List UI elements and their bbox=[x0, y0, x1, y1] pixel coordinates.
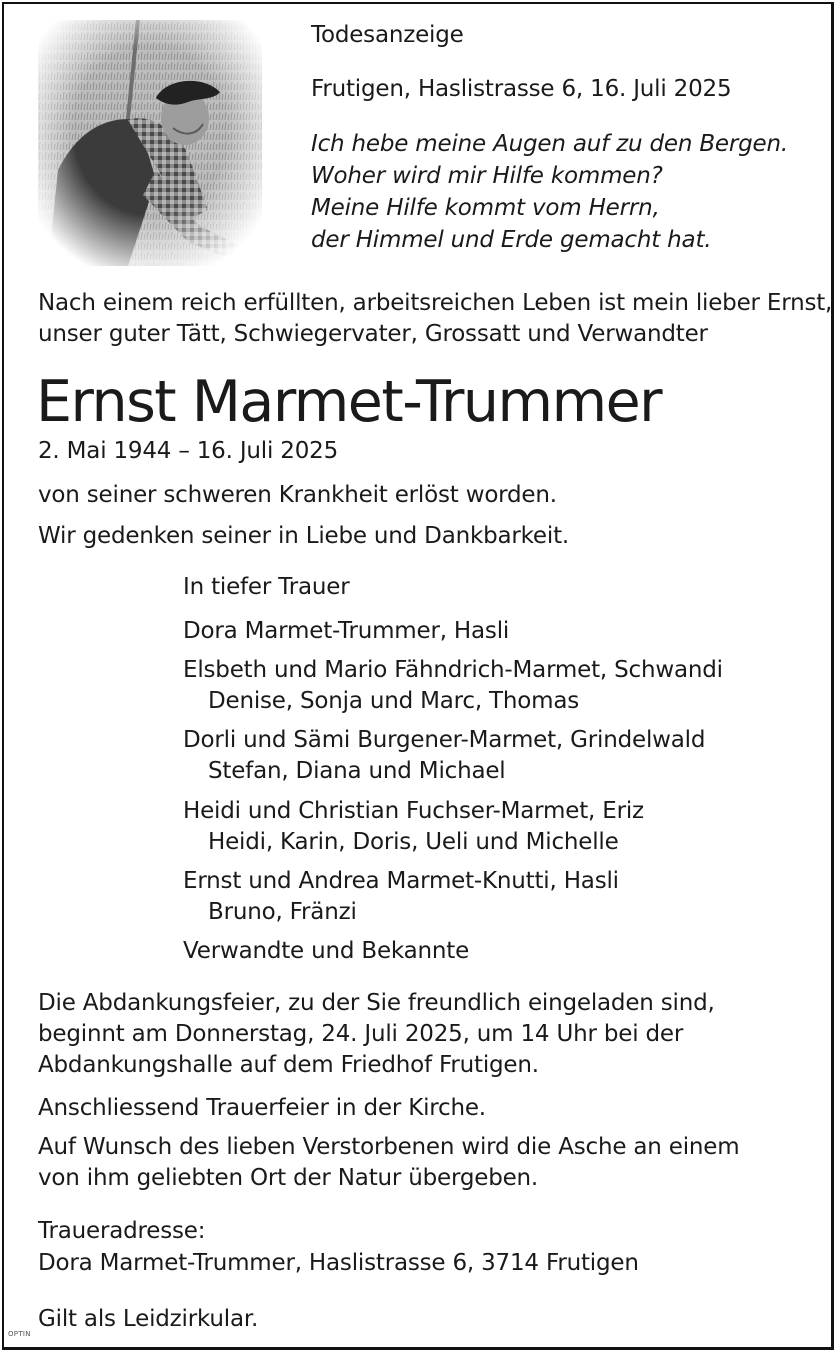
mourners-heading: In tiefer Trauer bbox=[183, 574, 350, 600]
circular-note: Gilt als Leidzirkular. bbox=[38, 1306, 259, 1332]
intro-paragraph bbox=[38, 288, 832, 350]
mourner-family-parents: Elsbeth und Mario Fähndrich-Marmet, Schwandi bbox=[183, 657, 723, 683]
verse-line: Ich hebe meine Augen auf zu den Bergen. bbox=[311, 131, 788, 157]
life-dates: 2. Mai 1944 – 16. Juli 2025 bbox=[38, 438, 339, 464]
portrait-photo bbox=[38, 20, 262, 266]
place-date-line: Frutigen, Haslistrasse 6, 16. Juli 2025 bbox=[311, 76, 732, 102]
notice-type-label: Todesanzeige bbox=[311, 22, 464, 48]
bible-verse bbox=[311, 128, 788, 256]
mourner-family-parents: Ernst und Andrea Marmet-Knutti, Hasli bbox=[183, 868, 619, 894]
ceremony-line: Abdankungshalle auf dem Friedhof Frutigen. bbox=[38, 1052, 539, 1078]
ashes-line: von ihm geliebten Ort der Natur übergeben. bbox=[38, 1165, 539, 1191]
mourner-family-children: Bruno, Fränzi bbox=[208, 899, 357, 925]
ceremony-line: beginnt am Donnerstag, 24. Juli 2025, um 14 Uhr bei der bbox=[38, 1021, 684, 1047]
verse-line: Meine Hilfe kommt vom Herrn, bbox=[311, 195, 660, 221]
deceased-name: Ernst Marmet-Trummer bbox=[36, 369, 662, 435]
remembrance-line: Wir gedenken seiner in Liebe und Dankbarkeit. bbox=[38, 523, 570, 549]
verse-line: der Himmel und Erde gemacht hat. bbox=[311, 227, 712, 253]
ceremony-line: Die Abdankungsfeier, zu der Sie freundlich eingeladen sind, bbox=[38, 990, 715, 1016]
footer-mark: OPTIN bbox=[8, 1330, 31, 1338]
mourner-family-parents: Dorli und Sämi Burgener-Marmet, Grindelwald bbox=[183, 727, 706, 753]
mourners-closing: Verwandte und Bekannte bbox=[183, 938, 470, 964]
mourner-family-parents: Heidi und Christian Fuchser-Marmet, Eriz bbox=[183, 798, 644, 824]
church-line: Anschliessend Trauerfeier in der Kirche. bbox=[38, 1095, 486, 1121]
ceremony-paragraph bbox=[38, 988, 715, 1081]
ashes-paragraph bbox=[38, 1132, 739, 1194]
release-line: von seiner schweren Krankheit erlöst worden. bbox=[38, 482, 557, 508]
ashes-line: Auf Wunsch des lieben Verstorbenen wird die Asche an einem bbox=[38, 1134, 740, 1160]
address-value: Dora Marmet-Trummer, Haslistrasse 6, 3714 Frutigen bbox=[38, 1250, 639, 1276]
mourner-family-children: Heidi, Karin, Doris, Ueli und Michelle bbox=[208, 829, 619, 855]
mourner-family-children: Stefan, Diana und Michael bbox=[208, 758, 506, 784]
intro-line: Nach einem reich erfüllten, arbeitsreichen Leben ist mein lieber Ernst, bbox=[38, 290, 833, 316]
intro-line: unser guter Tätt, Schwiegervater, Grossatt und Verwandter bbox=[38, 321, 708, 347]
mourner-spouse: Dora Marmet-Trummer, Hasli bbox=[183, 618, 510, 644]
address-label: Traueradresse: bbox=[38, 1218, 206, 1244]
mourner-family-children: Denise, Sonja und Marc, Thomas bbox=[208, 688, 580, 714]
verse-line: Woher wird mir Hilfe kommen? bbox=[311, 163, 663, 189]
